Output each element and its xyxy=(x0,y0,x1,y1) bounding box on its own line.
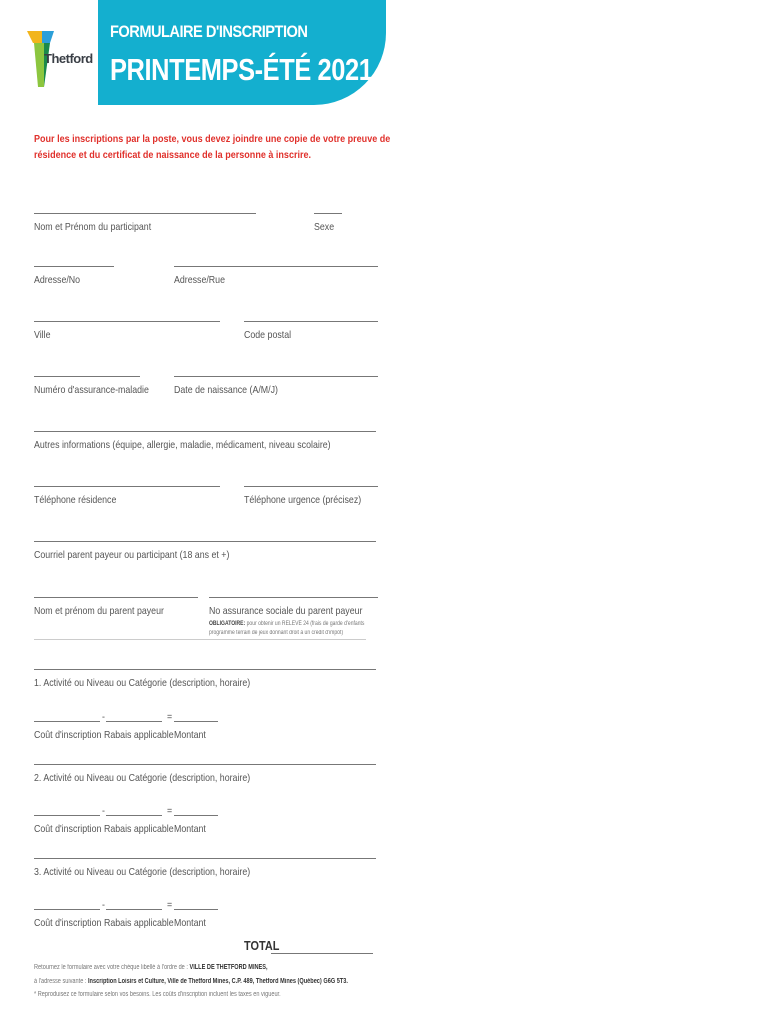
montant-2-label: Montant xyxy=(174,823,206,835)
date-naissance-line[interactable] xyxy=(174,376,378,377)
season-title: PRINTEMPS-ÉTÉ 2021 xyxy=(110,52,373,87)
nam-line[interactable] xyxy=(34,376,140,377)
activite-2-label: 2. Activité ou Niveau ou Catégorie (description, horaire) xyxy=(34,772,251,784)
rabais-1-line[interactable] xyxy=(106,721,162,722)
footer-address: Inscription Loisirs et Culture, Ville de Thetford Mines, C.P. 489, Thetford Mines (Québec) G6G 5T3. xyxy=(88,978,348,985)
tel-residence-line[interactable] xyxy=(34,486,220,487)
footer-line-1-text: Retournez le formulaire avec votre chèque libellé à l'ordre de : xyxy=(34,964,188,971)
montant-3-label: Montant xyxy=(174,917,206,929)
obligatoire-bold: OBLIGATOIRE: xyxy=(209,621,246,627)
total-line[interactable] xyxy=(271,953,373,954)
footer-line-1 xyxy=(34,964,268,971)
sexe-label: Sexe xyxy=(314,221,335,233)
adresse-rue-label: Adresse/Rue xyxy=(174,274,225,286)
activite-3-label: 3. Activité ou Niveau ou Catégorie (description, horaire) xyxy=(34,866,251,878)
cout-1-label: Coût d'inscription xyxy=(34,729,102,741)
nom-participant-label: Nom et Prénom du participant xyxy=(34,221,152,233)
adresse-no-line[interactable] xyxy=(34,266,114,267)
sexe-line[interactable] xyxy=(314,213,342,214)
total-label: TOTAL xyxy=(244,938,280,953)
minus-3: - xyxy=(102,899,105,911)
nom-parent-line[interactable] xyxy=(34,597,198,598)
nas-parent-label: No assurance sociale du parent payeur xyxy=(209,605,363,617)
nas-parent-line[interactable] xyxy=(209,597,378,598)
footer-line-2 xyxy=(34,978,348,985)
activite-1-label: 1. Activité ou Niveau ou Catégorie (description, horaire) xyxy=(34,677,251,689)
footer-line-2-text: à l'adresse suivante : xyxy=(34,978,87,985)
montant-2-line[interactable] xyxy=(174,815,218,816)
courriel-line[interactable] xyxy=(34,541,376,542)
equals-1: = xyxy=(167,711,173,723)
code-postal-label: Code postal xyxy=(244,329,292,341)
title-banner xyxy=(98,0,386,105)
rabais-2-label: Rabais applicable xyxy=(104,823,174,835)
rabais-3-label: Rabais applicable xyxy=(104,917,174,929)
courriel-label: Courriel parent payeur ou participant (18 ans et +) xyxy=(34,549,230,561)
rabais-2-line[interactable] xyxy=(106,815,162,816)
minus-2: - xyxy=(102,805,105,817)
minus-1: - xyxy=(102,711,105,723)
activite-2-line[interactable] xyxy=(34,764,376,765)
form-title: FORMULAIRE D'INSCRIPTION xyxy=(110,22,308,41)
obligatoire-note-1 xyxy=(209,620,364,628)
equals-3: = xyxy=(167,899,173,911)
tel-urgence-label: Téléphone urgence (précisez) xyxy=(244,494,362,506)
thetford-logo xyxy=(24,29,94,89)
nom-participant-line[interactable] xyxy=(34,213,256,214)
obligatoire-note-2: programme terrain de jeux donnant droit à un crédit d'impôt) xyxy=(209,630,344,636)
montant-3-line[interactable] xyxy=(174,909,218,910)
montant-1-line[interactable] xyxy=(174,721,218,722)
mail-notice: Pour les inscriptions par la poste, vous devez joindre une copie de votre preuve de résidence et du certificat de naissance de la personne à inscrire. xyxy=(34,133,391,161)
equals-2: = xyxy=(167,805,173,817)
code-postal-line[interactable] xyxy=(244,321,378,322)
montant-1-label: Montant xyxy=(174,729,206,741)
divider xyxy=(34,639,366,640)
tel-urgence-line[interactable] xyxy=(244,486,378,487)
obligatoire-text-1: pour obtenir un RELEVÉ 24 (frais de garde d'enfants xyxy=(246,621,365,627)
cout-3-line[interactable] xyxy=(34,909,100,910)
cout-3-label: Coût d'inscription xyxy=(34,917,102,929)
activite-1-line[interactable] xyxy=(34,669,376,670)
autres-info-label: Autres informations (équipe, allergie, maladie, médicament, niveau scolaire) xyxy=(34,439,331,451)
tel-residence-label: Téléphone résidence xyxy=(34,494,117,506)
footer-payee: VILLE DE THETFORD MINES, xyxy=(189,964,268,971)
date-naissance-label: Date de naissance (A/M/J) xyxy=(174,384,278,396)
activite-3-line[interactable] xyxy=(34,858,376,859)
adresse-no-label: Adresse/No xyxy=(34,274,81,286)
nam-label: Numéro d'assurance-maladie xyxy=(34,384,149,396)
autres-info-line[interactable] xyxy=(34,431,376,432)
adresse-rue-line[interactable] xyxy=(174,266,378,267)
cout-2-line[interactable] xyxy=(34,815,100,816)
logo-text: Thetford xyxy=(44,51,93,66)
ville-line[interactable] xyxy=(34,321,220,322)
cout-2-label: Coût d'inscription xyxy=(34,823,102,835)
footer-line-3: * Reproduisez ce formulaire selon vos besoins. Les coûts d'inscription incluent les taxes en vigueur. xyxy=(34,991,281,998)
cout-1-line[interactable] xyxy=(34,721,100,722)
rabais-1-label: Rabais applicable xyxy=(104,729,174,741)
rabais-3-line[interactable] xyxy=(106,909,162,910)
nom-parent-label: Nom et prénom du parent payeur xyxy=(34,605,164,617)
ville-label: Ville xyxy=(34,329,51,341)
